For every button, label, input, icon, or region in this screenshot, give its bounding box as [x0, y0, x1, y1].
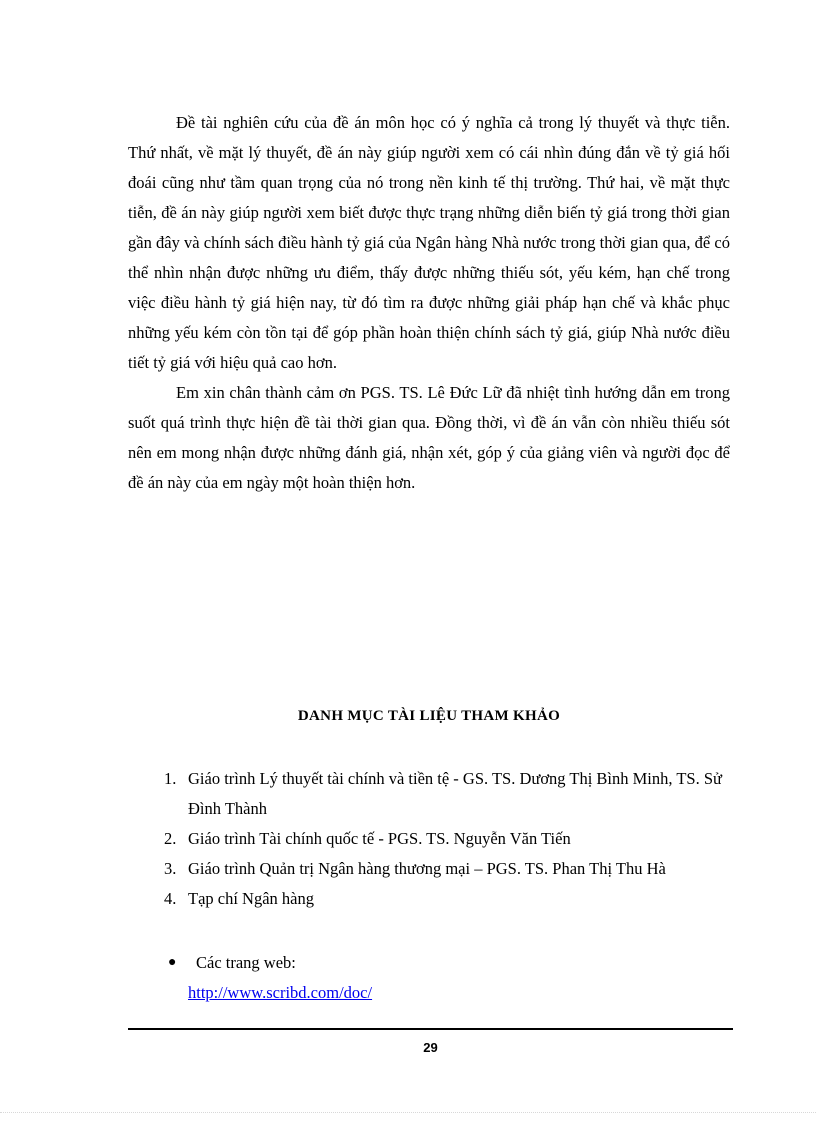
- footer-divider: [128, 1028, 733, 1030]
- page-bottom-border: [0, 1112, 816, 1113]
- reference-text: Giáo trình Quản trị Ngân hàng thương mại – PGS. TS. Phan Thị Thu Hà: [188, 859, 666, 878]
- websites-bullet-row: [160, 948, 732, 978]
- references-title: DANH MỤC TÀI LIỆU THAM KHẢO: [297, 708, 561, 724]
- page-number: 29: [423, 1040, 438, 1055]
- reference-text: Giáo trình Lý thuyết tài chính và tiền tệ - GS. TS. Dương Thị Bình Minh, TS. Sử Đình Thành: [188, 769, 722, 818]
- reference-text: Giáo trình Tài chính quốc tế - PGS. TS. Nguyễn Văn Tiến: [188, 829, 571, 848]
- reference-number: 1.: [164, 769, 177, 788]
- reference-item: [160, 854, 732, 884]
- website-link[interactable]: http://www.scribd.com/doc/: [188, 983, 373, 1002]
- reference-number: 2.: [164, 829, 177, 848]
- references-list: [160, 764, 732, 914]
- websites-label: Các trang web:: [196, 953, 296, 972]
- websites-section: [160, 948, 732, 1008]
- bullet-icon: ●: [168, 955, 177, 970]
- reference-item: [160, 884, 732, 914]
- reference-number: 3.: [164, 859, 177, 878]
- reference-item: [160, 824, 732, 854]
- reference-item: [160, 764, 732, 824]
- paragraph-thanks: Em xin chân thành cảm ơn PGS. TS. Lê Đức Lữ đã nhiệt tình hướng dẫn em trong suốt quá trình thực hiện đề tài thời gian qua. Đồng thời, vì đề án vẫn còn nhiều thiếu sót nên em mong nhận được những đánh giá, nhận xét, góp ý của giảng viên và người đọc để đề án này của em ngày một hoàn thiện hơn.: [128, 383, 730, 492]
- reference-text: Tạp chí Ngân hàng: [188, 889, 314, 908]
- paragraph-significance: Đề tài nghiên cứu của đề án môn học có ý nghĩa cả trong lý thuyết và thực tiễn. Thứ nhất, về mặt lý thuyết, đề án này giúp người xem có cái nhìn đúng đắn về tỷ giá hối đoái cũng như tầm quan trọng của nó trong nền kinh tế thị trường. Thứ hai, về mặt thực tiễn, đề án này giúp người xem biết được thực trạng những diễn biến tỷ giá trong thời gian gần đây và chính sách điều hành tỷ giá của Ngân hàng Nhà nước trong thời gian qua, để có thể nhìn nhận được những ưu điểm, thấy được những thiếu sót, yếu kém, hạn chế trong việc điều hành tỷ giá hiện nay, từ đó tìm ra được những giải pháp hạn chế và khắc phục những yếu kém còn tồn tại để góp phần hoàn thiện chính sách tỷ giá, giúp Nhà nước điều tiết tỷ giá với hiệu quả cao hơn.: [128, 113, 730, 372]
- reference-number: 4.: [164, 889, 177, 908]
- body-text: [128, 108, 730, 498]
